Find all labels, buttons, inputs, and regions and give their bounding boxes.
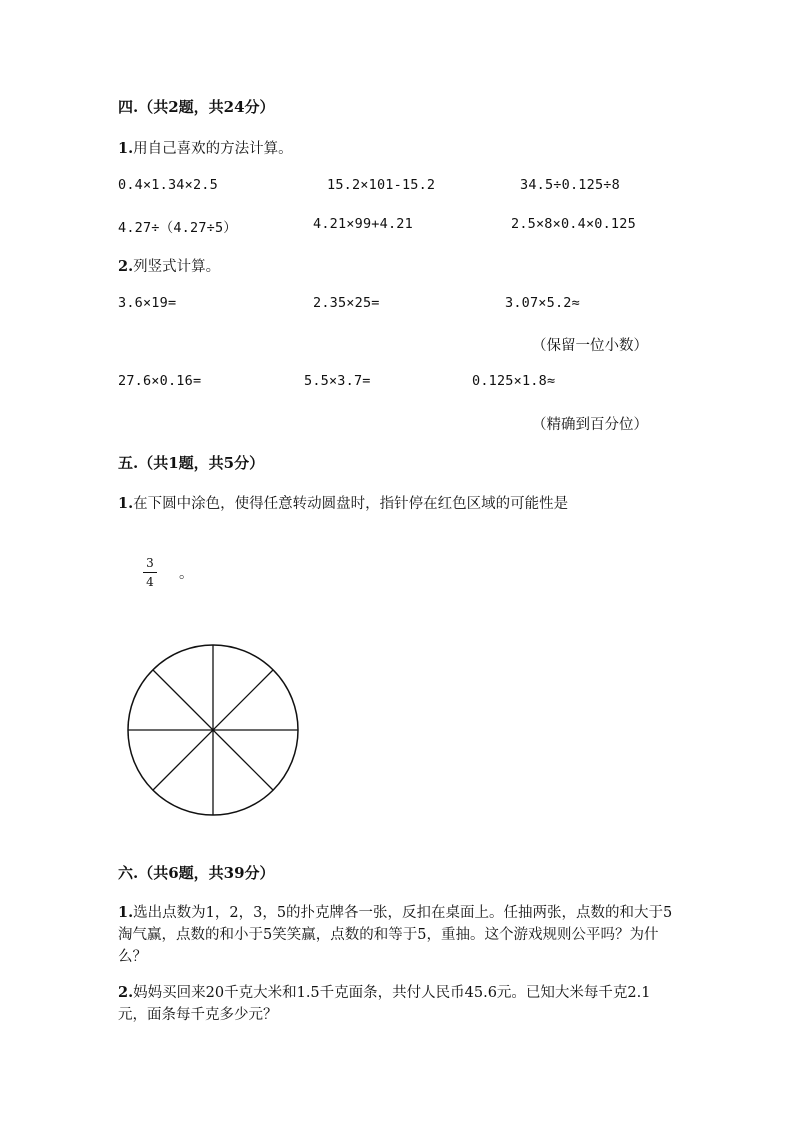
section-6-title: 六.（共6题，共39分） [118,864,275,882]
expression: 4.21×99+4.21 [313,216,413,232]
question-number: 2. [118,258,134,275]
question-text: 妈妈买回来20千克大米和1.5千克面条，共付人民币45.6元。已知大米每千克2.1元，面条每千克多少元？ [118,985,651,1023]
expression: 2.35×25= [313,295,380,311]
question-4-2 [118,255,220,276]
expression: 15.2×101-15.2 [327,177,436,193]
question-5-1 [118,492,568,513]
expression: 5.5×3.7= [304,373,371,389]
question-text: 选出点数为1，2，3，5的扑克牌各一张，反扣在桌面上。任抽两张，点数的和大于5淘气赢，点数的和小于5笑笑赢，点数的和等于5，重抽。这个游戏规则公平吗？为什么？ [118,905,673,965]
question-6-1 [118,902,678,968]
expression: 3.6×19= [118,295,177,311]
question-6-2 [118,982,678,1026]
expression: 4.27÷（4.27÷5） [118,220,238,236]
question-number: 1. [118,904,134,921]
expression: 2.5×8×0.4×0.125 [511,216,636,232]
question-number: 1. [118,140,134,157]
question-text: 在下圆中涂色，使得任意转动圆盘时，指针停在红色区域的可能性是 [133,496,569,512]
question-text: 列竖式计算。 [133,259,221,275]
period-mark: 。 [179,566,194,582]
question-number: 2. [118,984,134,1001]
spinner-sector-lines [128,645,298,815]
section-5-title: 五.（共1题，共5分） [118,454,265,472]
fraction-denominator: 4 [146,575,154,589]
expression: 3.07×5.2≈ [505,295,580,311]
expression: 27.6×0.16= [118,373,202,389]
fraction-numerator: 3 [146,556,154,570]
section-4-title: 四.（共2题，共24分） [118,98,275,116]
expression: 0.4×1.34×2.5 [118,177,218,193]
rounding-note: （精确到百分位） [532,417,648,433]
question-4-1 [118,137,293,158]
question-number: 1. [118,495,134,512]
fraction-bar [143,572,157,573]
question-text: 用自己喜欢的方法计算。 [133,141,293,157]
spinner-circle[interactable] [120,640,306,826]
expression: 34.5÷0.125÷8 [520,177,620,193]
expression: 0.125×1.8≈ [472,373,556,389]
probability-fraction [143,556,157,589]
rounding-note: （保留一位小数） [532,338,648,354]
